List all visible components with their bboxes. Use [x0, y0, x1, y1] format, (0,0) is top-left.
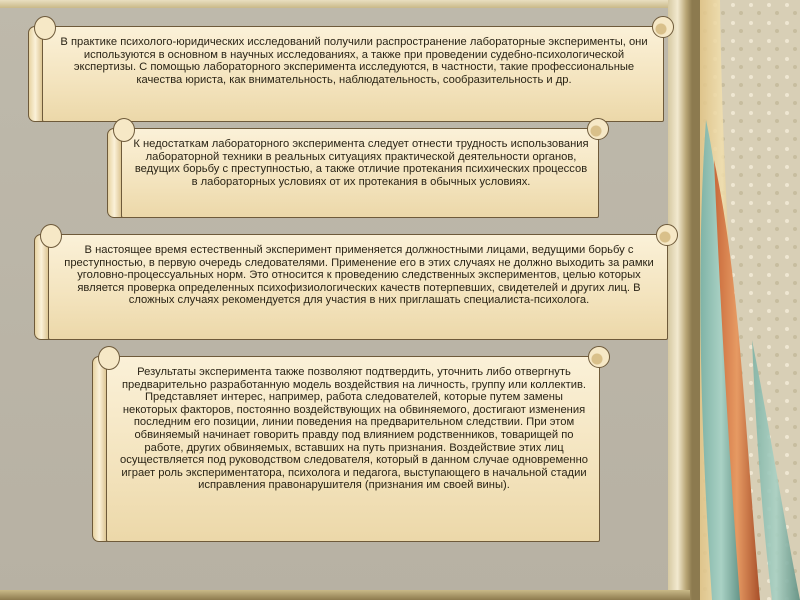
scroll-curl-icon [588, 346, 610, 368]
frame-bottom [0, 590, 690, 600]
text-scroll-2 [107, 118, 599, 218]
text-scroll-1 [28, 16, 664, 122]
scroll-curl-icon [40, 224, 62, 248]
scroll-curl-icon [587, 118, 609, 140]
scroll-curl-icon [113, 118, 135, 142]
text-scroll-3 [34, 224, 668, 340]
scroll-curl-icon [652, 16, 674, 38]
scroll-curl-icon [34, 16, 56, 40]
frame-right-border [668, 0, 692, 600]
scroll-curl-icon [98, 346, 120, 370]
paragraph-laboratory-experiments: В практике психолого-юридических исследований получили распространение лабораторные эксперименты, они используются в основном в научных исследованиях, а также при проведении судебно-психологической экспертизы. С помощью лабораторного эксперимента исследуются, в частности, такие профессиональные качества юриста, как внимательность, наблюдательность, сообразительность и др. [60, 36, 648, 86]
paragraph-lab-disadvantages: К недостаткам лабораторного эксперимента следует отнести трудность использования лабораторной техники в реальных ситуациях практической деятельности органов, ведущих борьбу с преступностью, а также отличие протекания психических процессов в лабораторных условиях от их протекания в обычных условиях. [133, 138, 589, 188]
decorative-side-panel [692, 0, 800, 600]
paragraph-experiment-results: Результаты эксперимента также позволяют подтвердить, уточнить либо отвергнуть предварительно разработанную модель воздействия на личность, группу или коллектив. Представляет интерес, например, работа следователей, которые путем замены некоторых факторов, постоянно воздействующих на обвиняемого, достигают изменения последним его позиции, линии поведения на предварительном следствии. При этом обвиняемый начинает говорить правду под влиянием родственников, товарищей по работе, других обвиняемых, вставших на путь признания. Воздействие этих лиц осуществляется под руководством следователя, который в данном случае одновременно играет роль экспериментатора, психолога и педагога, выступающего в начальной стадии исправления правонарушителя (признания им своей вины). [120, 366, 588, 492]
frame-top [0, 0, 690, 8]
paragraph-natural-experiment: В настоящее время естественный эксперимент применяется должностными лицами, ведущими борьбу с преступностью, в первую очередь следователями. Применение его в этих случаях не должно выходить за рамки уголовно-процессуальных норм. Это относится к проведению следственных экспериментов, целью которых является проверка определенных психофизиологических качеств потерпевших, свидетелей и других лиц. В сложных случаях рекомендуется для участия в них приглашать специалиста-психолога. [64, 244, 654, 307]
text-scroll-4 [92, 346, 600, 542]
decorative-drape-pattern [692, 0, 800, 600]
scroll-curl-icon [656, 224, 678, 246]
